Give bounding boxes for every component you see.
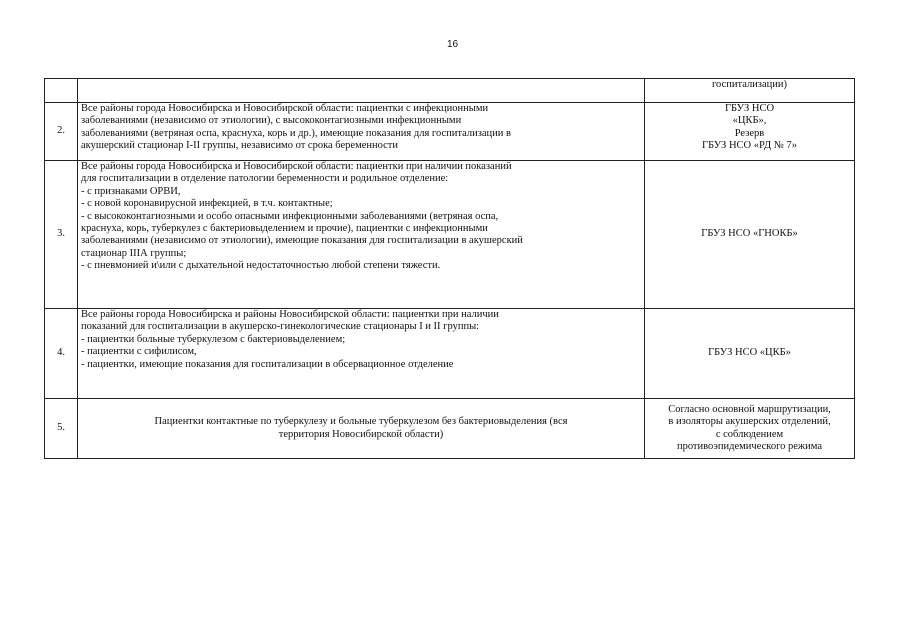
- description-line: - с пневмонией и\или с дыхательной недостаточностью любой степени тяжести.: [81, 260, 441, 272]
- description-line: - с признаками ОРВИ,: [81, 185, 181, 197]
- patient-category-cell: [78, 103, 645, 161]
- description-line: Все районы города Новосибирска и Новосибирской области: пациентки при наличии показаний: [81, 161, 512, 172]
- hospital-line: Резерв: [734, 127, 765, 139]
- table-row: [45, 399, 855, 459]
- hospital-cell: [645, 161, 855, 309]
- hospital-line: «ЦКБ»,: [732, 115, 767, 127]
- hospital-cell: [645, 399, 855, 459]
- patient-category-cell: [78, 161, 645, 309]
- hospital-line: ГБУЗ НСО «ЦКБ»: [708, 347, 791, 359]
- description-line: краснуха, корь, туберкулез с бактериовыделением и прочие), пациентки с инфекционными: [81, 223, 488, 235]
- description-line: заболеваниями (независимо от этиологии), имеющие показания для госпитализации в акушерский: [81, 235, 523, 247]
- hospital-line: ГБУЗ НСО: [724, 103, 775, 114]
- row-number-cell: 5.: [45, 399, 78, 459]
- page-number: 16: [446, 39, 459, 50]
- routing-table: [44, 78, 855, 459]
- table-row: [45, 103, 855, 161]
- row-number-cell: 2.: [45, 103, 78, 161]
- description-line: Все районы города Новосибирска и районы Новосибирской области: пациентки при наличии: [81, 309, 499, 320]
- description-line: - пациентки с сифилисом,: [81, 346, 197, 358]
- description-line: Все районы города Новосибирска и Новосибирской области: пациентки с инфекционными: [81, 103, 489, 114]
- hospital-line: в изоляторы акушерских отделений,: [668, 416, 831, 428]
- hospital-cell: [645, 103, 855, 161]
- description-line: территория Новосибирской области): [278, 428, 444, 440]
- description-line: заболеваниями (ветряная оспа, краснуха, корь и др.), имеющие показания для госпитализации в: [81, 127, 511, 139]
- description-line: - пациентки больные туберкулезом с бактериовыделением;: [81, 333, 346, 345]
- hospital-line: Согласно основной маршрутизации,: [668, 403, 831, 415]
- description-line: стационар IIIА группы;: [81, 247, 187, 259]
- table-row: [45, 79, 855, 103]
- table-row: [45, 161, 855, 309]
- description-line: - с высококонтагиозными и особо опасными инфекционными заболеваниями (ветряная оспа,: [81, 210, 499, 222]
- hospital-cell: [645, 79, 855, 103]
- table-row: [45, 309, 855, 399]
- row-number-cell: 4.: [45, 309, 78, 399]
- description-line: показаний для госпитализации в акушерско-гинекологические стационары I и II группы:: [81, 321, 480, 333]
- patient-category-cell: [78, 79, 645, 103]
- description-line: акушерский стационар I-II группы, независимо от срока беременности: [81, 140, 398, 152]
- hospital-line: госпитализации): [712, 79, 787, 90]
- hospital-line: ГБУЗ НСО «РД № 7»: [702, 140, 797, 152]
- hospital-line: с соблюдением: [715, 428, 784, 440]
- description-line: заболеваниями (независимо от этиологии), с высококонтагиозными инфекционными: [81, 115, 462, 127]
- description-line: Пациентки контактные по туберкулезу и больные туберкулезом без бактериовыделения (вся: [154, 416, 568, 428]
- description-line: - пациентки, имеющие показания для госпитализации в обсервационное отделение: [81, 358, 454, 370]
- description-line: для госпитализации в отделение патологии беременности и родильное отделение:: [81, 173, 449, 185]
- row-number-cell: [45, 79, 78, 103]
- row-number-cell: 3.: [45, 161, 78, 309]
- hospital-line: противоэпидемического режима: [676, 440, 823, 452]
- description-line: - с новой коронавирусной инфекцией, в т.ч. контактные;: [81, 198, 333, 210]
- patient-category-cell: [78, 399, 645, 459]
- hospital-line: ГБУЗ НСО «ГНОКБ»: [701, 228, 798, 240]
- hospital-cell: [645, 309, 855, 399]
- patient-category-cell: [78, 309, 645, 399]
